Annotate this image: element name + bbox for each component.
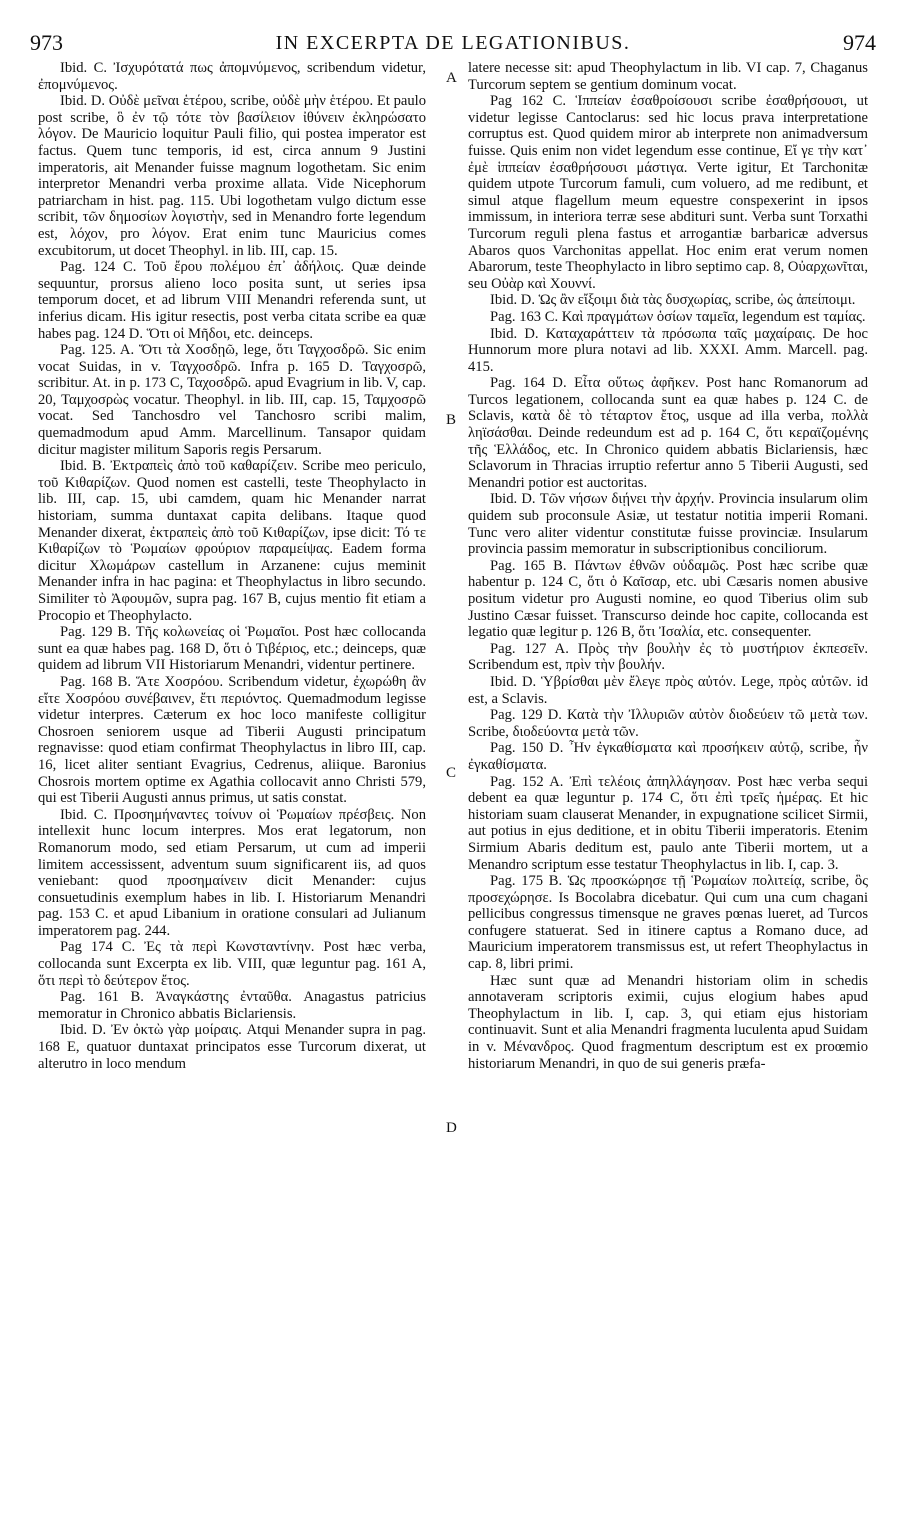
note-paragraph: Pag. 165 B. Πάντων ἐθνῶν οὐδαμῶς. Post hæc scribe quæ habentur p. 124 C, ὅτι ὁ Καῖσαρ, etc. ubi Cæsaris nomen abusive positum videtur pro Augusti nomine, eo quod Tiberius olim sub Justino Cæsar fuisset. Transcurso deinde hoc capite, collocanda est legatio quæ legitur p. 126 B, ὅτι Ἰσαλία, etc. consequenter. [468,557,868,641]
note-paragraph: Hæc sunt quæ ad Menandri historiam olim in schedis annotaveram scriptoris eximii, cujus elogium habes apud Theophylactum in lib. I, cap. 3, qui etiam ejus historiam continuavit. Sunt et alia Menandri fragmenta luculenta apud Suidam in v. Μένανδρος. Quod fragmentum descriptum est ex proœmio historiarum Menandri, in quo de sui generis præfa- [468,972,868,1072]
note-paragraph: Pag. 152 A. Ἐπὶ τελέοις ἀπηλλάγησαν. Post hæc verba sequi debent ea quæ leguntur p. 174 C, ὅτι ἐπὶ τρεῖς ἡμέρας. Et hic historiam suam clauserat Menander, in expugnatione scilicet Sirmii, aut potius in ejus deditione, et in obitu Tiberii imperatoris. Etenim Sirmium Abaris deditum est, paulo ante Tiberii mortem, ut a Menandro scriptum esse testatur Theophylactus in lib. I, cap. 3. [468,773,868,873]
note-paragraph: Pag 174 C. Ἐς τὰ περὶ Κωνσταντίνην. Post hæc verba, collocanda sunt Excerpta ex lib. VIII, quæ leguntur pag. 161 A, ὅτι περὶ τὸ δεύτερον ἔτος. [38,939,426,989]
note-paragraph: Ibid. B. Ἐκτραπεὶς ἀπὸ τοῦ καθαρίζειν. Scribe meo periculo, τοῦ Κιθαρίζων. Quod nomen est castelli, teste Theophylacto in lib. III, cap. 15, ubi camdem, quam hic Menander narrat historiam, summa duntaxat capita delibans. Itaque quod Menander dixerat, ἐκτραπεὶς ἀπὸ τοῦ Κιθαρίζων, ipse dicit: Τό τε Κιθαρίζων τὸ Ῥωμαίων φρούριον παραμείψας. Eadem forma dicitur Χλωμάρων castellum in Arzanene: cujus meminit Menander infra in hac pagina: et Theophylactus in libro secundo. Similiter τὸ Ἀφουμῶν, supra pag. 167 B, cujus mentio fit etiam a Procopio et Theophylacto. [38,458,426,624]
note-paragraph: Ibid. D. Καταχαράττειν τὰ πρόσωπα ταῖς μαχαίραις. De hoc Hunnorum more plura notavi ad lib. XXXI. Amm. Marcell. pag. 415. [468,325,868,375]
margin-letter: B [446,412,457,428]
margin-letter: D [446,1120,457,1136]
right-column [468,60,868,1072]
note-paragraph: Pag. 125. A. Ὅτι τὰ Χοσδῃῶ, lege, ὅτι Ταγχοσδρῶ. Sic enim vocat Suidas, in v. Ταγχοσδρῶ. Infra p. 165 D. Ταγχοσρῶ, scribitur. At. in p. 173 C, Ταχοσδρῶ. apud Evagrium in lib. V, cap. 20, Ταμχοσρὼς vocatur. Theophyl. in lib. III, cap. 15, Ταμχοσρῶ vocat. Sed Tanchosdro vel Tanchosro scribi malim, quemadmodum apud Amm. Marcellinum. Tansapor quidam dicitur magister militum Saporis regis Persarum. [38,342,426,458]
page-number-right: 974 [843,30,876,55]
note-paragraph: Pag. 168 B. Ἅτε Χοσρόου. Scribendum videtur, ἐχωρώθη ἂν εἴτε Χοσρόου συνέβαινεν, ἔτι περιόντος. Quemadmodum legisse videtur interpres. Cæterum ex hoc loco manifeste colligitur Chosroen seniorem usque ad Tiberii Augusti principatum regnavisse: quod etiam confirmat Theophylactus in libro III, cap. 16, licet aliter sentiant Evagrius, Cedrenus, aliique. Baronius Chosrois mortem optime ex Agathia collocavit anno Christi 579, qui est Tiberii Augusti annus primus, ut satis constat. [38,673,426,807]
note-paragraph: Ibid. D. Ἐν ὀκτὼ γὰρ μοίραις. Atqui Menander supra in pag. 168 E, quatuor duntaxat principatos esse Turcorum dixerat, ut alterutro in loco mendum [38,1022,426,1072]
note-paragraph: Pag. 150 D. Ἦν ἐγκαθίσματα καὶ προσήκειν αὐτῷ, scribe, ἦν ἐγκαθίσματα. [468,740,868,773]
note-paragraph: Ibid. D. Οὐδὲ μεῖναι ἑτέρου, scribe, οὐδὲ μὴν ἑτέρου. Et paulo post scribe, ὃ ἐν τῷ τότε τὸν βασίλειον ἰθύνειν ἐκληρώσατο λόγον. De Mauricio loquitur Pauli filio, qui postea imperator est factus. Quem tunc temporis, id est, circa annum 9 Justini imperatoris, ait Menander fuisse magnum logothetam. Sic enim interpretor Menandri verba proxime allata. Vide Nicephorum patriarcham in hist. pag. 115. Ubi logothetam vulgo dictum esse scribit, τῶν δημοσίων λογιστὴν, sed in Menandro forte legendum est, λόχον, pro λόγον. Erat enim tunc Mauricius comes excubitorum, ut docet Theophyl. in lib. III, cap. 15. [38,93,426,259]
note-paragraph: Pag. 164 D. Εἶτα οὕτως ἀφῆκεν. Post hanc Romanorum ad Turcos legationem, collocanda sunt ea quæ habes p. 124 C. de Sclavis, κατὰ δὲ τὸ τέταρτον ἔτος, usque ad illa verba, πολλὰ ληϊσάσθαι. Deinde redeundum est ad p. 164 C, ὅτι κεραϊζομένης τῆς Ἑλλάδος, etc. In Chronico quidem abbatis Biclariensis, hæc Sclavorum in Thracias irruptio refertur anno 5 Tiberii Augusti, sed Menandri potior est auctoritas. [468,375,868,491]
page-header [30,30,876,58]
margin-letter: C [446,765,457,781]
note-paragraph: Pag. 124 C. Τοῦ ἔρου πολέμου ἐπ᾽ ἀδήλοις. Quæ deinde sequuntur, prorsus alieno loco posita sunt, ut series ipsa temporum docet, et ad librum VIII Menandri referenda sunt, ut inferius dicam. His igitur resectis, post verba citata scribe ea quæ habes pag. 124 D. Ὅτι οἱ Μῆδοι, etc. deinceps. [38,259,426,342]
note-paragraph: Ibid. C. Προσημήναντες τοίνυν οἱ Ῥωμαίων πρέσβεις. Non intellexit hunc locum interpres. Mos erat legatorum, non Romanorum modo, sed etiam Persarum, ut cum ad imperii limitem accessissent, adventum suum significarent iis, ad quos veniebant: quod προσημαίνειν dicit Menander: cujus consuetudinis exemplum habes in lib. I. Historiarum Menandri pag. 153 C. et apud Libanium in oratione consulari ad Julianum imperatorem pag. 244. [38,806,426,939]
note-paragraph: Ibid. D. Τῶν νήσων διῄνει τὴν ἀρχήν. Provincia insularum olim quidem sub proconsule Asiæ, ut testatur notitia imperii Romani. Tunc vero aliter videntur constitutæ fuisse provinciæ. Insularum provincia passim memoratur in subscriptionibus conciliorum. [468,491,868,558]
running-head: IN EXCERPTA DE LEGATIONIBUS. [275,32,631,54]
note-paragraph: Pag. 127 A. Πρὸς τὴν βουλὴν ἐς τὸ μυστήριον ἐκπεσεῖν. Scribendum est, πρὶν τὴν βουλήν. [468,640,868,674]
margin-section-letters [438,60,462,1520]
note-paragraph: Pag. 129 B. Τῆς κολωνείας οἱ Ῥωμαῖοι. Post hæc collocanda sunt ea quæ habes pag. 168 D, ὅτι ὁ Τιβέριος, etc.; deinceps, quæ quidem ad librum VII Historiarum Menandri, videntur pertinere. [38,624,426,674]
note-paragraph: latere necesse sit: apud Theophylactum in lib. VI cap. 7, Chaganus Turcorum septem se gentium dominum vocat. [468,60,868,93]
note-paragraph: Pag. 175 B. Ὡς προσκώρησε τῇ Ῥωμαίων πολιτείᾳ, scribe, ὃς προσεχώρησε. Is Bocolabra dicebatur. Qui cum una cum chagani pellicibus congressus timensque ne graves pœnas lueret, ad Turcos confugere statuerat. Sed in itinere captus a Romano duce, ad Mauricium imperatorem transmissus est, ut refert Theophylactus in cap. 8, libri primi. [468,873,868,973]
note-paragraph: Ibid. D. Ὡς ἂν εἴξοιμι διὰ τὰς δυσχωρίας, scribe, ὡς ἀπείποιμι. [490,292,856,309]
left-column [38,60,426,1072]
page-number-left: 973 [30,30,63,55]
note-paragraph: Pag 162 C. Ἱππείαν ἐσαθροίσουσι scribe ἐσαθρήσουσι, ut videtur legisse Cantoclarus: sed hic locus prava interpretatione corruptus est. Quod quidem miror ab interprete non animadversum fuisse. Quis enim non videt legendum esse continue, Εἴ γε τὴν κατ᾽ ἐμὲ ἱππείαν ἐσαθρήσουσι μάστιγα. Verte igitur, Et Tarchonitæ quidem utpote Turcorum famuli, cum voluero, ad me redibunt, et simul atque flagellum meum equestre conspexerint in ipsos immissum, in interiora terræ sese abdituri sunt. Verba sunt Torxathi Turcorum reguli plena fastus et arrogantiæ barbaricæ adversus Abaros quos Varchonitas appellat. Hoc enim erat verum nomen Abarorum, teste Theophylacto in libro septimo cap. 8, Οὐαρχωνῖται, seu Οὐὰρ καὶ Χουννί. [468,93,868,292]
note-paragraph: Ibid. D. Ὑβρίσθαι μὲν ἔλεγε πρὸς αὐτόν. Lege, πρὸς αὐτῶν. id est, a Sclavis. [468,673,868,707]
note-paragraph: Pag. 129 D. Κατὰ τὴν Ἰλλυριῶν αὐτὸν διοδεύειν τῶ μετὰ των. Scribe, διοδεύοντα μετὰ τῶν. [468,707,868,740]
note-paragraph: Pag. 161 B. Ἀναγκάστης ἐνταῦθα. Anagastus patricius memoratur in Chronico abbatis Biclariensis. [38,989,426,1022]
note-paragraph: Ibid. C. Ἰσχυρότατά πως ἀπομνύμενος, scribendum videtur, ἐπομνύμενος. [38,60,426,93]
margin-letter: A [446,70,457,86]
note-paragraph: Pag. 163 C. Καὶ πραγμάτων ὁσίων ταμεῖα, legendum est ταμίας. [490,308,866,325]
